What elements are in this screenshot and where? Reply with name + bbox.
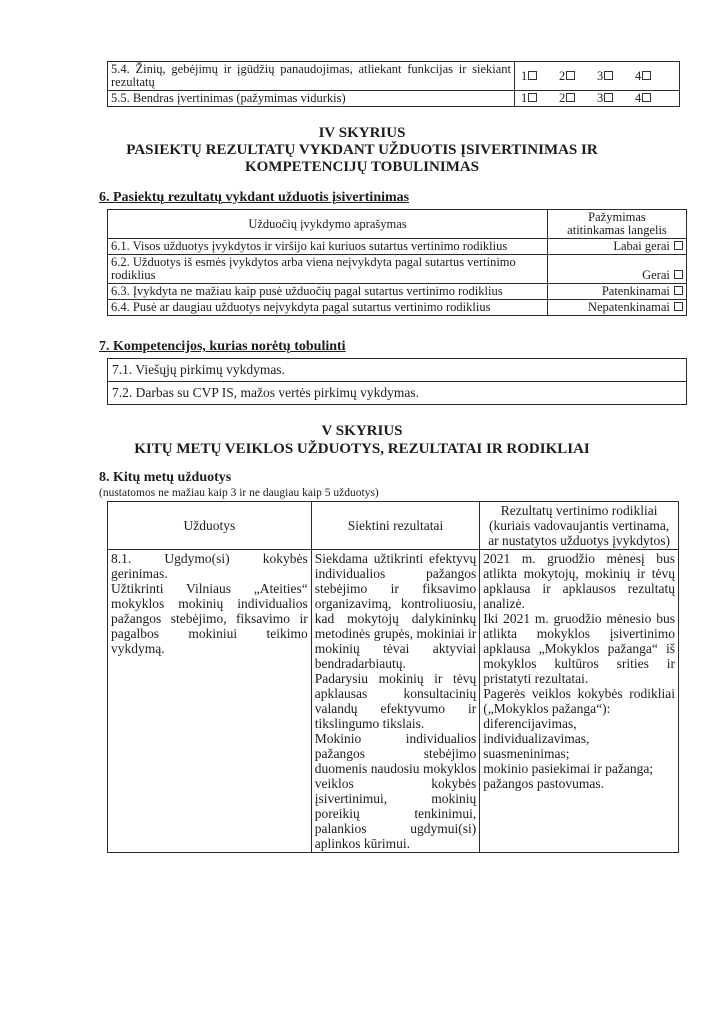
competency-item: 7.2. Darbas su CVP IS, mažos vertės pirkimų vykdymas. [108, 382, 687, 405]
option-label: 1 [521, 91, 528, 105]
table-row [108, 255, 687, 284]
checkbox[interactable] [642, 71, 651, 80]
row-mark [548, 284, 687, 300]
section-6-title [99, 190, 409, 206]
checkbox[interactable] [528, 93, 537, 102]
indicator-paragraph: Pagerės veiklos kokybės rodikliai („Mokyklos pažanga“): [483, 686, 675, 716]
table-row [108, 239, 687, 255]
checkbox[interactable] [566, 93, 575, 102]
option-label: 1 [521, 68, 528, 83]
checkbox[interactable] [528, 71, 537, 80]
header-tasks: Užduotys [108, 502, 312, 550]
table-row [108, 382, 687, 405]
indicators-cell [480, 550, 679, 853]
section-7-title [99, 339, 346, 355]
task-cell [108, 550, 312, 853]
checkbox[interactable] [674, 241, 683, 250]
result-paragraph: Mokinio individualios pažangos stebėjimo duomenis naudosiu mokyklos veiklos kokybės įsivertinimui, mokinių poreikių tenkinimui, palankios ugdymui(si) aplinkos kūrimui. [314, 731, 477, 851]
chapter-5-title: KITŲ METŲ VEIKLOS UŽDUOTYS, REZULTATAI IR RODIKLIAI [134, 441, 590, 457]
indicator-item: individualizavimas, [483, 731, 590, 746]
self-assessment-table [107, 209, 687, 316]
chapter-4-title-line1: PASIEKTŲ REZULTATŲ VYKDANT UŽDUOTIS ĮSIVERTINIMAS IR [126, 142, 598, 158]
chapter-5-number: V SKYRIUS [321, 423, 403, 439]
task-body: Užtikrinti Vilniaus „Ateities“ mokyklos mokinių individualios pažangos stebėjimo, fiksavimo ir pagalbos mokiniui teikimo vykdymą. [111, 581, 308, 656]
indicator-paragraph: 2021 m. gruodžio mėnesį bus atlikta mokytojų, mokinių ir tėvų apklausa ir apklausos rezultatų analizė. [483, 551, 675, 611]
checkbox[interactable] [566, 71, 575, 80]
section-6-title-text: 6. Pasiektų rezultatų vykdant užduotis įsivertinimas [99, 190, 410, 205]
indicator-item: diferencijavimas, [483, 716, 577, 731]
option-label: 4 [635, 68, 642, 83]
option-label: 4 [635, 91, 642, 105]
table-row [108, 300, 687, 316]
table-row [108, 284, 687, 300]
competencies-table [107, 358, 687, 405]
row-mark [548, 255, 687, 284]
header-results: Siektini rezultatai [311, 502, 479, 550]
competency-item: 7.1. Viešųjų pirkimų vykdymas. [108, 359, 687, 382]
option-label: 2 [559, 68, 566, 83]
mark-label: Patenkinamai [601, 284, 670, 298]
checkbox[interactable] [604, 71, 613, 80]
checkbox[interactable] [674, 286, 683, 295]
header-mark [548, 210, 687, 239]
header-mark-line1: Pažymimas [588, 210, 646, 224]
mark-label: Nepatenkinamai [587, 300, 670, 314]
results-cell [311, 550, 479, 853]
header-indicators: Rezultatų vertinimo rodikliai (kuriais vadovaujantis vertinama, ar nustatytos užduotys įvykdytos) [480, 502, 679, 550]
option-label: 3 [597, 91, 604, 105]
checkbox[interactable] [642, 93, 651, 102]
row-mark [548, 239, 687, 255]
indicator-item: pažangos pastovumas. [483, 776, 604, 791]
row-description: 6.2. Užduotys iš esmės įvykdytos arba viena neįvykdyta pagal sutartus vertinimo rodiklius [108, 255, 548, 284]
indicator-paragraph: Iki 2021 m. gruodžio mėnesio bus atlikta mokyklos įsivertinimo apklausa „Mokyklos pažanga“ iš mokyklos kultūros srities ir pristatyti rezultatai. [483, 611, 675, 686]
row-description: 5.5. Bendras įvertinimas (pažymimas vidurkis) [108, 91, 515, 107]
option-label: 2 [559, 91, 566, 105]
table-row [108, 91, 680, 107]
row-description: 6.1. Visos užduotys įvykdytos ir viršijo kai kuriuos sutartus vertinimo rodiklius [108, 239, 548, 255]
checkbox[interactable] [674, 270, 683, 279]
task-title: 8.1. Ugdymo(si) kokybės gerinimas. [111, 551, 308, 581]
mark-label: Labai gerai [613, 239, 670, 253]
header-description: Užduočių įvykdymo aprašymas [108, 210, 548, 239]
mark-label: Gerai [642, 268, 670, 282]
chapter-4-number: IV SKYRIUS [318, 125, 406, 141]
table-row [108, 359, 687, 382]
row-description: 5.4. Žinių, gebėjimų ir įgūdžių panaudojimas, atliekant funkcijas ir siekiant rezultatų [108, 62, 515, 91]
table-row [108, 62, 680, 91]
chapter-4-title-line2: KOMPETENCIJŲ TOBULINIMAS [244, 159, 480, 175]
table-header-row [108, 210, 687, 239]
header-mark-line2: atitinkamas langelis [567, 223, 667, 237]
next-year-tasks-table [107, 501, 679, 853]
row-mark [548, 300, 687, 316]
checkbox[interactable] [674, 302, 683, 311]
section-7-title-text: 7. Kompetencijos, kurias norėtų tobulinti [99, 339, 346, 354]
row-description: 6.3. Įvykdyta ne mažiau kaip pusė užduočių pagal sutartus vertinimo rodiklius [108, 284, 548, 300]
rating-options [515, 62, 680, 91]
rating-options [515, 91, 680, 107]
section-8-title: 8. Kitų metų užduotys [99, 470, 232, 485]
option-label: 3 [597, 68, 604, 83]
indicator-item: mokinio pasiekimai ir pažanga; [483, 761, 654, 776]
row-description: 6.4. Pusė ar daugiau užduotys neįvykdyta pagal sutartus vertinimo rodiklius [108, 300, 548, 316]
table-row [108, 550, 679, 853]
indicator-item: suasmeninimas; [483, 746, 570, 761]
evaluation-table-5 [107, 61, 680, 107]
checkbox[interactable] [604, 93, 613, 102]
result-paragraph: Siekdama užtikrinti efektyvų individualios pažangos stebėjimo ir fiksavimo organizavimą, kontroliuosiu, kad mokytojų dalykininkų metodinės grupės, mokiniai ir mokinių tėvai aktyviai bendradarbiautų. [314, 551, 477, 671]
section-8-note: (nustatomos ne mažiau kaip 3 ir ne daugiau kaip 5 užduotys) [99, 487, 379, 499]
result-paragraph: Padarysiu mokinių ir tėvų apklausas konsultacinių valandų efektyvumo ir tikslingumo tikslais. [314, 671, 477, 731]
table-header-row [108, 502, 679, 550]
